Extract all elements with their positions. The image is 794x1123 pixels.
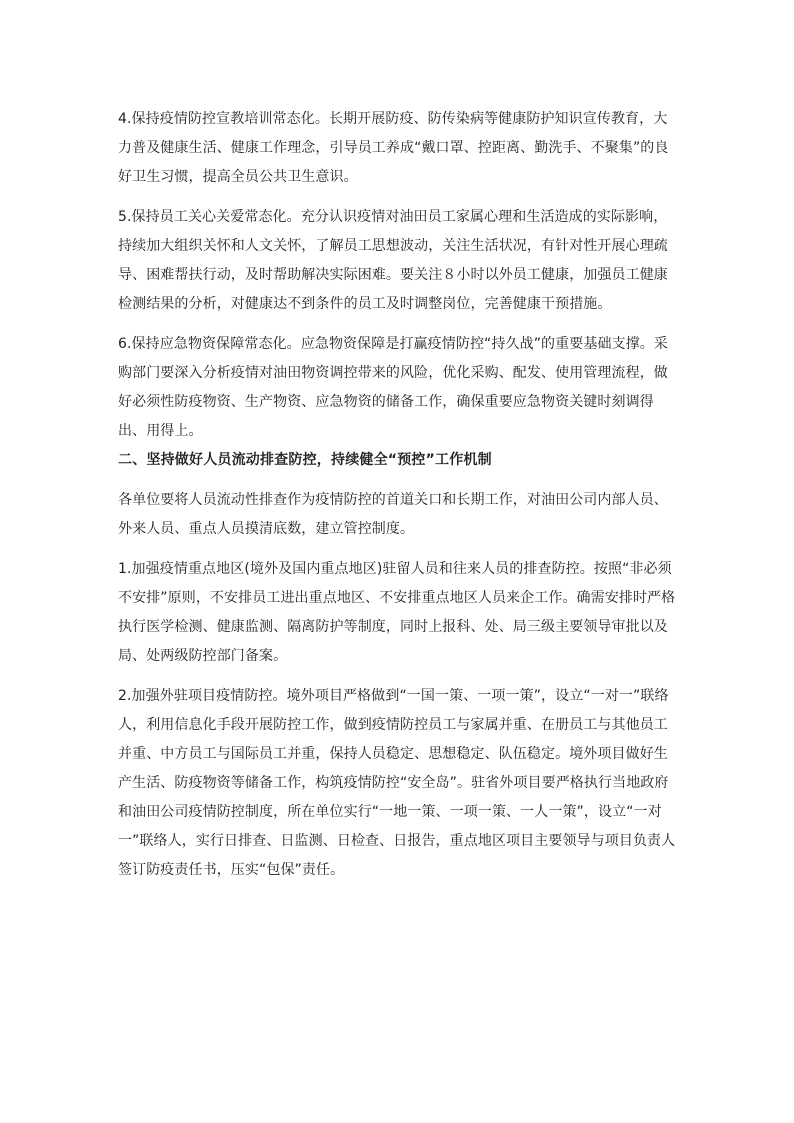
paragraph-item-6: 6.保持应急物资保障常态化。应急物资保障是打赢疫情防控“持久战”的重要基础支撑。采购部门要深入分析疫情对油田物资调控带来的风险，优化采购、配发、使用管理流程，做好必须性防疫物资、生产物资、应急物资的储备工作，确保重要应急物资关键时刻调得出、用得上。 (118, 336, 668, 439)
section-heading: 二、坚持做好人员流动排查防控，持续健全“预控”工作机制 (118, 452, 492, 468)
paragraph-item-4: 4.保持疫情防控宣教培训常态化。长期开展防疫、防传染病等健康防护知识宣传教育，大力普及健康生活、健康工作理念，引导员工养成“戴口罩、控距离、勤洗手、不聚集”的良好卫生习惯，提高全员公共卫生意识。 (118, 111, 669, 185)
paragraph-item-5: 5.保持员工关心关爱常态化。充分认识疫情对油田员工家属心理和生活造成的实际影响，持续加大组织关怀和人文关怀，了解员工思想波动，关注生活状况，有针对性开展心理疏导、困难帮扶行动，及时帮助解决实际困难。要关注８小时以外员工健康，加强员工健康检测结果的分析，对健康达不到条件的员工及时调整岗位，完善健康干预措施。 (118, 209, 668, 312)
paragraph-item-2: 2.加强外驻项目疫情防控。境外项目严格做到“一国一策、一项一策”，设立“一对一”联络人，利用信息化手段开展防控工作，做到疫情防控员工与家属并重、在册员工与其他员工并重、中方员工与国际员工并重，保持人员稳定、思想稳定、队伍稳定。境外项目做好生产生活、防疫物资等储备工作，构筑疫情防控“安全岛”。驻省外项目要严格执行当地政府和油田公司疫情防控制度，所在单位实行“一地一策、一项一策、一人一策”，设立“一对一”联络人，实行日排查、日监测、日检查、日报告，重点地区项目主要领导与项目负责人签订防疫责任书，压实“包保”责任。 (118, 688, 676, 878)
section-intro-paragraph: 各单位要将人员流动性排查作为疫情防控的首道关口和长期工作，对油田公司内部人员、外来人员、重点人员摸清底数，建立管控制度。 (118, 492, 668, 537)
document-page (118, 105, 678, 885)
paragraph-item-1: 1.加强疫情重点地区(境外及国内重点地区)驻留人员和往来人员的排查防控。按照“非必须不安排”原则，不安排员工进出重点地区、不安排重点地区人员来企工作。确需安排时严格执行医学检测、健康监测、隔离防护等制度，同时上报科、处、局三级主要领导审批以及局、处两级防控部门备案。 (118, 561, 676, 664)
